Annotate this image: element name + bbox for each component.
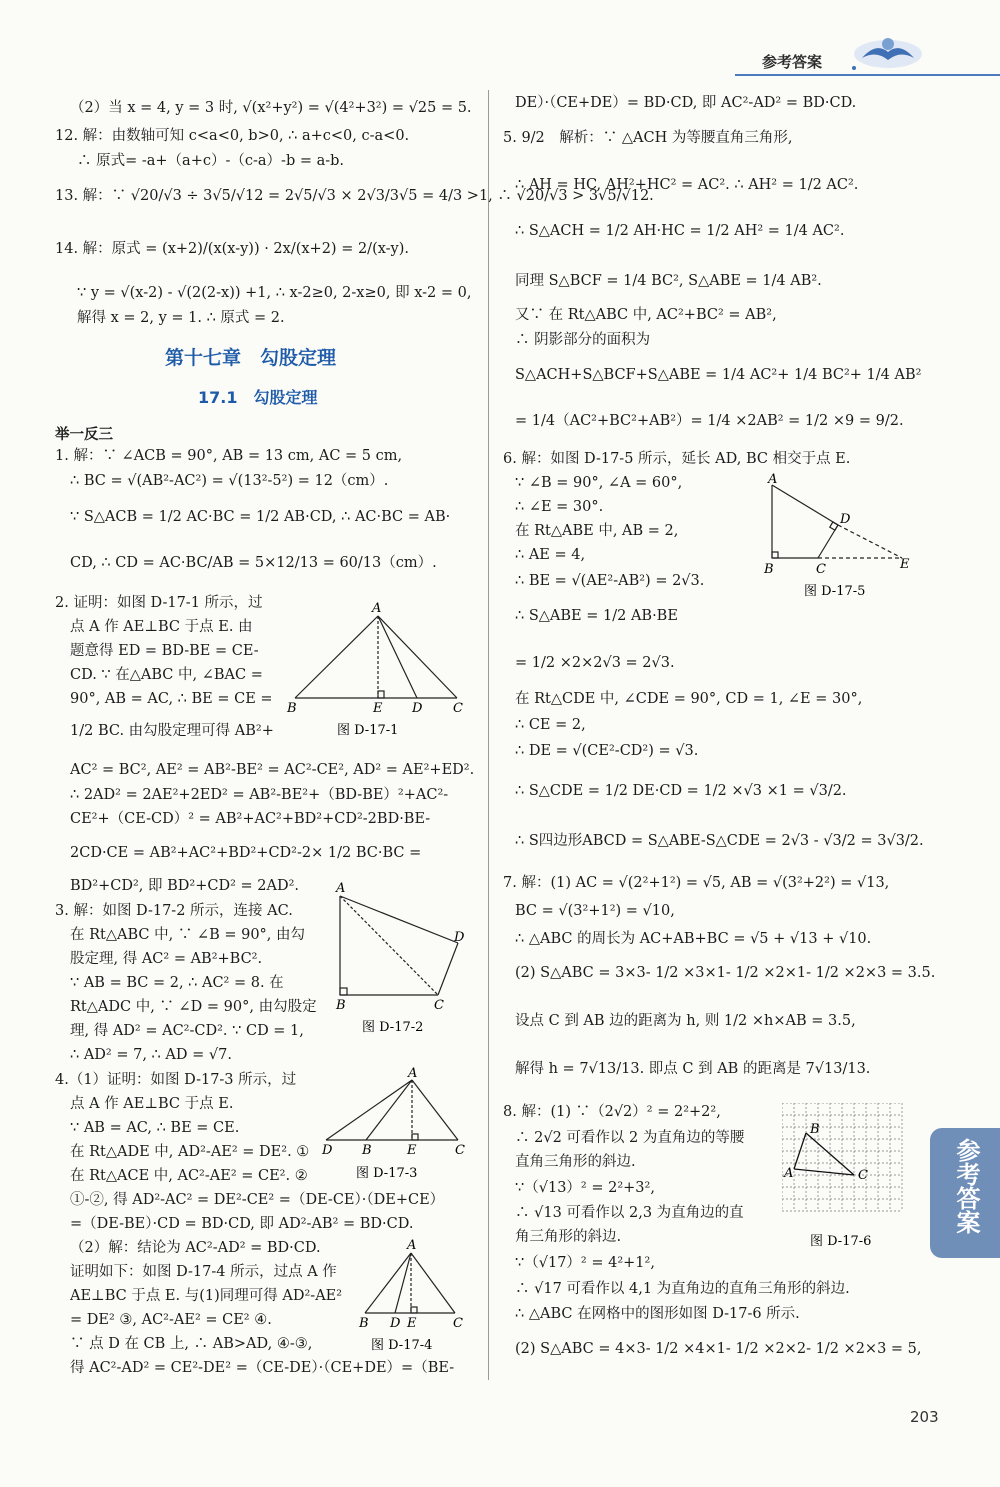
- text-line: S△ACH+S△BCF+S△ABE = 1/4 AC²+ 1/4 BC²+ 1/4 AB²: [515, 367, 922, 383]
- figure-caption: 图 D-17-6: [810, 1234, 872, 1249]
- point-label: A: [408, 1066, 418, 1081]
- text-line: 解得 h = 7√13/13. 即点 C 到 AB 的距离是 7√13/13.: [515, 1061, 871, 1077]
- page-number: 203: [910, 1408, 939, 1426]
- text-line: ∵（√17）² = 4²+1²,: [515, 1255, 655, 1271]
- figure-caption: 图 D-17-5: [804, 584, 866, 599]
- point-label: C: [453, 1316, 463, 1331]
- text-line: ∵（√13）² = 2²+3²,: [515, 1180, 655, 1196]
- text-line: 在 Rt△ACE 中, AC²-AE² = CE². ②: [70, 1168, 308, 1184]
- text-line: ∴ S△ACH = 1/2 AH·HC = 1/2 AH² = 1/4 AC².: [515, 223, 845, 239]
- text-line: ∴ AD² = 7, ∴ AD = √7.: [70, 1047, 232, 1063]
- problem-14: 14. 解：原式 = (x+2)/(x(x-y)) · 2x/(x+2) = 2/(x-y).: [55, 241, 410, 257]
- point-label: B: [810, 1122, 820, 1137]
- point-label: B: [764, 562, 774, 577]
- text-line: 理, 得 AD² = AC²-CD². ∵ CD = 1,: [70, 1023, 304, 1039]
- problem-12: 12. 解：由数轴可知 c<a<0, b>0, ∴ a+c<0, c-a<0.: [55, 128, 410, 144]
- section-title: 17.1 勾股定理: [198, 388, 318, 407]
- text-line: 在 Rt△CDE 中, ∠CDE = 90°, CD = 1, ∠E = 30°,: [515, 691, 863, 707]
- text-line: ∴ AH = HC, AH²+HC² = AC². ∴ AH² = 1/2 AC².: [515, 177, 859, 193]
- text-line: CD, ∴ CD = AC·BC/AB = 5×12/13 = 60/13（cm）.: [70, 555, 437, 571]
- text-line: (2) S△ABC = 3×3- 1/2 ×3×1- 1/2 ×2×1- 1/2 ×2×3 = 3.5.: [515, 965, 936, 981]
- text-line: 直角三角形的斜边.: [515, 1154, 636, 1170]
- point-label: C: [453, 701, 463, 716]
- text-line: ∴ √13 可看作以 2,3 为直角边的直: [515, 1205, 744, 1221]
- text-line: 角三角形的斜边.: [515, 1229, 622, 1245]
- point-label: C: [858, 1168, 868, 1183]
- text-line: 题意得 ED = BD-BE = CE-: [70, 643, 259, 659]
- text-line: ∴ S△CDE = 1/2 DE·CD = 1/2 ×√3 ×1 = √3/2.: [515, 783, 847, 799]
- text-line: 点 A 作 AE⊥BC 于点 E. 由: [70, 619, 253, 635]
- header-rule: [735, 74, 1000, 76]
- text-line: ∴ 原式= -a+（a+c）-（c-a）-b = a-b.: [77, 153, 345, 169]
- text-line: ①-②, 得 AD²-AC² = DE²-CE² =（DE-CE）·（DE+CE）: [70, 1192, 445, 1208]
- point-label: A: [407, 1238, 417, 1253]
- problem-2: 2. 证明：如图 D-17-1 所示，过: [55, 595, 263, 611]
- figure-caption: 图 D-17-3: [356, 1166, 418, 1181]
- problem-8: 8. 解：(1) ∵（2√2）² = 2²+2²,: [503, 1104, 721, 1120]
- text-line: AC² = BC², AE² = AB²-BE² = AC²-CE², AD² = AE²+ED².: [70, 762, 475, 778]
- figure-caption: 图 D-17-2: [362, 1020, 424, 1035]
- problem-5: 5. 9/2 解析：∵ △ACH 为等腰直角三角形,: [503, 130, 793, 146]
- text-line: ∴ △ABC 的周长为 AC+AB+BC = √5 + √13 + √10.: [515, 931, 872, 947]
- problem-4: 4.（1）证明：如图 D-17-3 所示，过: [55, 1072, 297, 1088]
- point-label: C: [816, 562, 826, 577]
- point-label: D: [454, 930, 465, 945]
- text-line: = 1/2 ×2×2√3 = 2√3.: [515, 655, 675, 671]
- text-line: CE²+（CE-CD）² = AB²+AC²+BD²+CD²-2BD·BE-: [70, 811, 431, 827]
- problem-7: 7. 解：(1) AC = √(2²+1²) = √5, AB = √(3²+2²) = √13,: [503, 875, 890, 891]
- text-line: ∴ AE = 4,: [515, 547, 586, 563]
- text-line: ∴ 2√2 可看作以 2 为直角边的等腰: [515, 1130, 745, 1146]
- text-line: CD. ∵ 在△ABC 中, ∠BAC =: [70, 667, 263, 683]
- text-line: Rt△ADC 中, ∵ ∠D = 90°, 由勾股定: [70, 999, 317, 1015]
- text-line: ∴ DE = √(CE²-CD²) = √3.: [515, 743, 699, 759]
- figure-d-17-5: [760, 470, 920, 602]
- header-label: 参考答案: [762, 53, 823, 71]
- point-label: E: [407, 1143, 417, 1158]
- text-line: ∴ S△ABE = 1/2 AB·BE: [515, 608, 678, 624]
- text-line: ∵ y = √(x-2) - √(2(2-x)) +1, ∴ x-2≥0, 2-x≥0, 即 x-2 = 0,: [77, 285, 472, 301]
- point-label: D: [390, 1316, 401, 1331]
- text-line: =（DE-BE）·CD = BD·CD, 即 AD²-AB² = BD·CD.: [70, 1216, 414, 1232]
- point-label: B: [362, 1143, 372, 1158]
- text-line: ∴ BE = √(AE²-AB²) = 2√3.: [515, 573, 705, 589]
- text-line: ∴ ∠E = 30°.: [515, 499, 604, 515]
- figure-d-17-6: [782, 1103, 912, 1253]
- figure-d-17-1: [285, 598, 475, 743]
- text-line: 在 Rt△ADE 中, AD²-AE² = DE². ①: [70, 1144, 310, 1160]
- text-line: ∴ △ABC 在网格中的图形如图 D-17-6 所示.: [515, 1306, 800, 1322]
- text-line: ∴ CE = 2,: [515, 717, 586, 733]
- book-logo-icon: [848, 28, 928, 74]
- problem-3: 3. 解：如图 D-17-2 所示，连接 AC.: [55, 903, 293, 919]
- figure-caption: 图 D-17-1: [337, 723, 399, 738]
- subsection-heading: 举一反三: [55, 427, 113, 443]
- text-line: ∵ AB = BC = 2, ∴ AC² = 8. 在: [70, 975, 284, 991]
- text-line: ∵ S△ACB = 1/2 AC·BC = 1/2 AB·CD, ∴ AC·BC = AB·: [70, 509, 451, 525]
- figure-d-17-2: [330, 878, 475, 1038]
- text-line: 在 Rt△ABE 中, AB = 2,: [515, 523, 679, 539]
- point-label: B: [359, 1316, 369, 1331]
- point-label: C: [434, 998, 444, 1013]
- point-label: A: [336, 881, 346, 896]
- text-line: （2）解：结论为 AC²-AD² = BD·CD.: [70, 1240, 321, 1256]
- figure-d-17-3: [318, 1065, 478, 1183]
- point-label: D: [322, 1143, 333, 1158]
- text-line: 同理 S△BCF = 1/4 BC², S△ABE = 1/4 AB².: [515, 273, 822, 289]
- problem-13: 13. 解：∵ √20/√3 ÷ 3√5/√12 = 2√5/√3 × 2√3/3√5 = 4/3 >1, ∴ √20/√3 > 3√5/√12.: [55, 188, 654, 204]
- text-line: 90°, AB = AC, ∴ BE = CE =: [70, 691, 273, 707]
- text-line: BD²+CD², 即 BD²+CD² = 2AD².: [70, 878, 299, 894]
- text-line: 2CD·CE = AB²+AC²+BD²+CD²-2× 1/2 BC·BC =: [70, 845, 422, 861]
- text-line: ∵ ∠B = 90°, ∠A = 60°,: [515, 475, 683, 491]
- point-label: C: [455, 1143, 465, 1158]
- text-line: 得 AC²-AD² = CE²-DE² =（CE-DE）·（CE+DE）=（BE-: [70, 1360, 455, 1376]
- text-line: ∴ BC = √(AB²-AC²) = √(13²-5²) = 12（cm）.: [70, 473, 389, 489]
- point-label: D: [412, 701, 423, 716]
- problem-1: 1. 解：∵ ∠ACB = 90°, AB = 13 cm, AC = 5 cm,: [55, 448, 403, 464]
- point-label: E: [407, 1316, 417, 1331]
- text-line: 设点 C 到 AB 边的距离为 h, 则 1/2 ×h×AB = 3.5,: [515, 1013, 856, 1029]
- answer-key-tab-label: 参考答案: [952, 1138, 980, 1234]
- column-divider: [488, 90, 489, 1380]
- text-line: 股定理, 得 AC² = AB²+BC².: [70, 951, 263, 967]
- text-line: （2）当 x = 4, y = 3 时, √(x²+y²) = √(4²+3²) = √25 = 5.: [70, 100, 472, 116]
- text-line: (2) S△ABC = 4×3- 1/2 ×4×1- 1/2 ×2×2- 1/2 ×2×3 = 5,: [515, 1341, 922, 1357]
- figure-caption: 图 D-17-4: [371, 1338, 433, 1353]
- text-line: AE⊥BC 于点 E. 与(1)同理可得 AD²-AE²: [70, 1288, 343, 1304]
- point-label: E: [373, 701, 383, 716]
- point-label: D: [840, 512, 851, 527]
- text-line: ∴ S四边形ABCD = S△ABE-S△CDE = 2√3 - √3/2 = 3√3/2.: [515, 833, 924, 849]
- text-line: 1/2 BC. 由勾股定理可得 AB²+: [70, 723, 274, 739]
- text-line: 证明如下：如图 D-17-4 所示，过点 A 作: [70, 1264, 337, 1280]
- text-line: ∵ AB = AC, ∴ BE = CE.: [70, 1120, 240, 1136]
- text-line: ∵ 点 D 在 CB 上, ∴ AB>AD, ④-③,: [70, 1336, 313, 1352]
- text-line: ∴ 2AD² = 2AE²+2ED² = AB²-BE²+（BD-BE）²+AC²-: [70, 787, 449, 803]
- point-label: A: [372, 601, 382, 616]
- problem-6: 6. 解：如图 D-17-5 所示，延长 AD, BC 相交于点 E.: [503, 451, 851, 467]
- text-line: 在 Rt△ABC 中, ∵ ∠B = 90°, 由勾: [70, 927, 306, 943]
- text-line: = DE² ③, AC²-AE² = CE² ④.: [70, 1312, 272, 1328]
- text-line: 解得 x = 2, y = 1. ∴ 原式 = 2.: [77, 310, 285, 326]
- text-line: 点 A 作 AE⊥BC 于点 E.: [70, 1096, 234, 1112]
- text-line: BC = √(3²+1²) = √10,: [515, 903, 675, 919]
- text-line: DE）·（CE+DE）= BD·CD, 即 AC²-AD² = BD·CD.: [515, 95, 857, 111]
- point-label: A: [784, 1166, 794, 1181]
- chapter-title: 第十七章 勾股定理: [165, 347, 337, 369]
- point-label: E: [900, 557, 910, 572]
- figure-d-17-4: [355, 1235, 475, 1355]
- text-line: = 1/4（AC²+BC²+AB²）= 1/4 ×2AB² = 1/2 ×9 = 9/2.: [515, 413, 904, 429]
- point-label: A: [768, 472, 778, 487]
- point-label: B: [336, 998, 346, 1013]
- page-header: [0, 0, 1000, 80]
- text-line: ∴ √17 可看作以 4,1 为直角边的直角三角形的斜边.: [515, 1281, 850, 1297]
- point-label: B: [287, 701, 297, 716]
- text-line: ∴ 阴影部分的面积为: [515, 332, 651, 348]
- answer-key-tab: [930, 1128, 1000, 1258]
- text-line: 又∵ 在 Rt△ABC 中, AC²+BC² = AB²,: [515, 307, 777, 323]
